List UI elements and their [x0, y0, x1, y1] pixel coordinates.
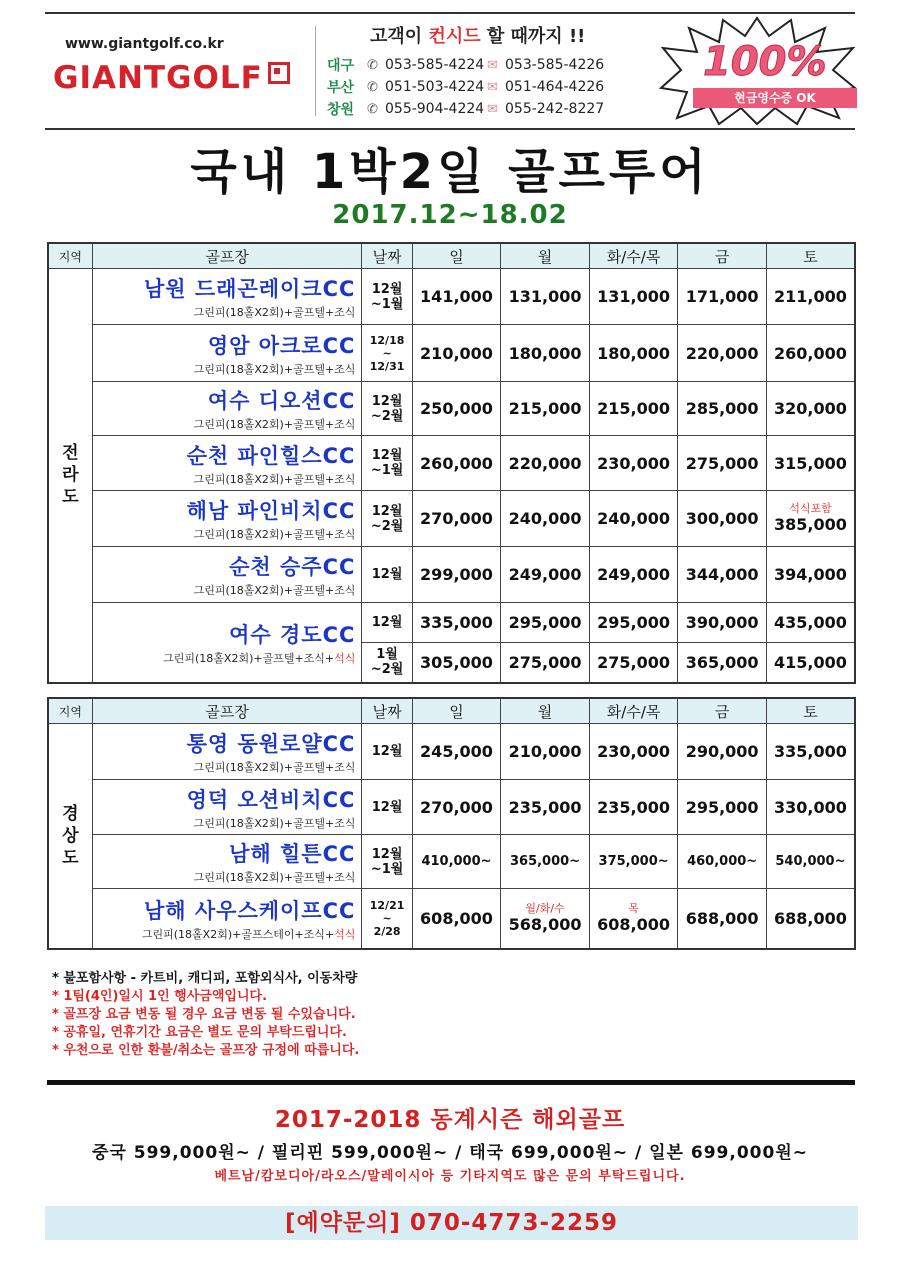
price-sat: 260,000 [766, 325, 855, 382]
price-sat: 385,000 [774, 515, 847, 534]
table-row [48, 780, 855, 835]
contact-fax: 053-585-4226 [505, 57, 605, 73]
course-desc: 그린피(18홀X2회)+골프텔+조식 [193, 472, 356, 486]
note-item: * 우천으로 인한 환불/취소는 골프장 규정에 따릅니다. [52, 1043, 360, 1058]
table-row [48, 436, 855, 491]
thu-note: 목 [628, 901, 639, 915]
course-desc: 그린피(18홀X2회)+골프텔+조식 [193, 871, 356, 884]
tour-period: 2017.12~18.02 [332, 200, 568, 230]
course-name: 영암 아크로CC [207, 333, 356, 358]
region-char: 상 [62, 825, 79, 846]
date-line: 12/31 [369, 359, 405, 373]
course-name: 통영 동원로얄CC [186, 732, 356, 756]
course-name: 남원 드래곤레이크CC [144, 277, 356, 301]
course-name: 남해 사우스케이프CC [144, 898, 356, 923]
course-cell [92, 603, 362, 683]
price-mon: 220,000 [501, 436, 590, 491]
price-tuewedthu: 215,000 [589, 382, 678, 436]
price-mon-cell [501, 889, 590, 949]
contact-row [327, 76, 605, 98]
course-cell [92, 835, 362, 889]
date-cell: 12월 [362, 724, 412, 780]
col-fri: 금 [678, 243, 767, 269]
course-name: 순천 승주CC [229, 555, 356, 579]
slogan [370, 22, 585, 48]
course-desc: 그린피(18홀X2회)+골프텔+조식 [193, 362, 356, 376]
col-date: 날짜 [362, 243, 412, 269]
price-tuewedthu: 275,000 [589, 643, 678, 683]
course-cell [92, 325, 362, 382]
overseas-note: 베트남/캄보디아/라오스/말레이시아 등 기타지역도 많은 문의 부탁드립니다. [214, 1169, 686, 1184]
date-cell [362, 436, 412, 491]
region-char: 전 [62, 443, 79, 464]
price-tuewedthu: 249,000 [589, 547, 678, 603]
date-cell [362, 269, 412, 325]
col-date: 날짜 [362, 698, 412, 724]
price-sat: 394,000 [766, 547, 855, 603]
date-line: 12월 [371, 448, 403, 463]
price-tuewedthu: 295,000 [589, 603, 678, 643]
price-fri: 285,000 [678, 382, 767, 436]
table-row [48, 269, 855, 325]
price-sun: 305,000 [412, 643, 501, 683]
brand-logo [53, 60, 290, 96]
price-sun: 250,000 [412, 382, 501, 436]
price-sat: 415,000 [766, 643, 855, 683]
mon-wed-note: 월/화/수 [525, 901, 565, 915]
col-sat: 토 [766, 698, 855, 724]
price-tuewedthu: 235,000 [589, 780, 678, 835]
price-sun: 260,000 [412, 436, 501, 491]
date-cell [362, 835, 412, 889]
dinner-included-note: 석식포함 [789, 502, 832, 515]
price-tuewedthu: 240,000 [589, 491, 678, 547]
table-row [48, 724, 855, 780]
price-mon: 365,000~ [501, 835, 590, 889]
price-fri: 295,000 [678, 780, 767, 835]
date-line: 12월 [371, 281, 403, 297]
note-item: * 1팀(4인)일시 1인 행사금액입니다. [52, 989, 268, 1004]
fax-icon: ✉ [487, 101, 498, 117]
col-region: 지역 [48, 243, 92, 269]
course-cell [92, 269, 362, 325]
date-line: ~ [382, 346, 392, 360]
header-banner [45, 12, 855, 130]
course-desc [93, 650, 356, 666]
date-line: ~1월 [370, 296, 404, 312]
note-item: * 골프장 요금 변동 될 경우 요금 변동 될 수있습니다. [52, 1007, 356, 1022]
price-sun: 410,000~ [412, 835, 501, 889]
price-mon: 180,000 [501, 325, 590, 382]
price-sat: 435,000 [766, 603, 855, 643]
date-line: 2/28 [373, 924, 401, 938]
table-row [48, 325, 855, 382]
course-cell [92, 780, 362, 835]
fax-icon: ✉ [487, 79, 498, 95]
course-desc-dinner: 석식 [334, 651, 356, 665]
phone-icon: ✆ [367, 101, 378, 117]
course-desc: 그린피(18홀X2회)+골프텔+조식 [193, 418, 356, 431]
col-sun: 일 [412, 698, 501, 724]
price-fri: 290,000 [678, 724, 767, 780]
course-desc: 그린피(18홀X2회)+골프텔+조식 [193, 584, 356, 597]
contact-row [327, 98, 605, 120]
col-sun: 일 [412, 243, 501, 269]
price-sat-cell [766, 491, 855, 547]
badge-percent: 100% [703, 39, 827, 85]
price-mon: 249,000 [501, 547, 590, 603]
date-cell [362, 325, 412, 382]
date-line: ~ [382, 911, 392, 925]
contact-fax: 051-464-4226 [505, 79, 605, 95]
price-tuewedthu: 230,000 [589, 436, 678, 491]
note-item: * 공휴일, 연휴기간 요금은 별도 문의 부탁드립니다. [52, 1025, 347, 1040]
price-mon: 210,000 [501, 724, 590, 780]
course-cell [92, 436, 362, 491]
course-name: 여수 경도CC [229, 622, 356, 647]
course-name: 영덕 오션비치CC [186, 787, 356, 812]
contact-city: 대구 [327, 58, 355, 74]
page-title: 국내 1박2일 골프투어 [190, 144, 710, 200]
price-tuewedthu: 375,000~ [589, 835, 678, 889]
price-tuewedthu: 180,000 [589, 325, 678, 382]
reservation-banner[interactable]: [예약문의] 070-4773-2259 [45, 1206, 858, 1240]
price-tuewedthu: 230,000 [589, 724, 678, 780]
date-cell [362, 382, 412, 436]
overseas-prices: 중국 599,000원~ / 필리핀 599,000원~ / 태국 699,000원~ / 일본 699,000원~ [92, 1143, 808, 1163]
slogan-pre: 고객이 [370, 26, 429, 47]
section-divider [47, 1080, 855, 1085]
price-sat: 330,000 [766, 780, 855, 835]
date-cell [362, 889, 412, 949]
course-desc: 그린피(18홀X2회)+골프텔+조식 [193, 306, 356, 319]
course-desc [93, 926, 356, 942]
price-tuewedthu: 608,000 [597, 914, 671, 934]
table-row [48, 603, 855, 643]
price-fri: 275,000 [678, 436, 767, 491]
region-cell [48, 724, 92, 949]
region-char: 라 [62, 465, 79, 486]
price-mon: 240,000 [501, 491, 590, 547]
table-row [48, 835, 855, 889]
course-desc: 그린피(18홀X2회)+골프텔+조식 [193, 761, 356, 774]
contact-city: 창원 [327, 102, 355, 118]
logo-text: GIANTGOLF [53, 60, 263, 96]
table-row [48, 889, 855, 949]
course-desc-main: 그린피(18홀X2회)+골프스테이+조식+ [141, 927, 335, 941]
col-mon: 월 [501, 243, 590, 269]
date-cell: 12월 [362, 547, 412, 603]
course-cell [92, 889, 362, 949]
region-char: 도 [62, 847, 79, 868]
date-line: ~1월 [370, 463, 404, 478]
region-char: 도 [62, 487, 79, 508]
slogan-post: 할 때까지 !! [480, 26, 586, 47]
jeolla-price-table [47, 242, 856, 684]
date-cell: 12월 [362, 603, 412, 643]
course-name: 해남 파인비치CC [186, 499, 356, 523]
logo-mark-icon [268, 62, 290, 84]
price-mon: 235,000 [501, 780, 590, 835]
logo-area [45, 14, 313, 128]
course-cell [92, 382, 362, 436]
price-sun: 608,000 [412, 889, 501, 949]
date-line: ~1월 [370, 861, 404, 877]
price-sat: 315,000 [766, 436, 855, 491]
receipt-badge: 현금영수증 OK [693, 88, 857, 108]
website-url[interactable]: www.giantgolf.co.kr [65, 36, 224, 52]
col-course: 골프장 [92, 243, 362, 269]
contact-fax: 055-242-8227 [505, 101, 605, 117]
contact-row [327, 54, 605, 76]
col-tuewedthu: 화/수/목 [589, 698, 678, 724]
date-line: ~2월 [370, 408, 404, 424]
course-name: 여수 디오션CC [207, 389, 356, 413]
price-sat: 320,000 [766, 382, 855, 436]
overseas-title: 2017-2018 동계시즌 해외골프 [274, 1107, 626, 1133]
date-cell: 12월 [362, 780, 412, 835]
header-divider [315, 26, 316, 116]
course-desc: 그린피(18홀X2회)+골프텔+조식 [193, 816, 356, 830]
price-mon: 215,000 [501, 382, 590, 436]
gyeongsang-price-table [47, 697, 856, 950]
course-name: 순천 파인힐스CC [186, 443, 356, 468]
notes-section [52, 970, 359, 1060]
price-fri: 390,000 [678, 603, 767, 643]
price-mon: 131,000 [501, 269, 590, 325]
date-line: 12월 [371, 846, 403, 862]
col-sat: 토 [766, 243, 855, 269]
table-header-row [48, 243, 855, 269]
contact-phone[interactable]: 053-585-4224 [385, 57, 485, 73]
price-tuewedthu: 131,000 [589, 269, 678, 325]
date-line: 1월 [376, 647, 398, 663]
col-course: 골프장 [92, 698, 362, 724]
price-sun: 141,000 [412, 269, 501, 325]
price-sat: 211,000 [766, 269, 855, 325]
price-mon: 568,000 [508, 914, 582, 934]
region-cell [48, 269, 92, 683]
price-fri: 344,000 [678, 547, 767, 603]
table-row [48, 547, 855, 603]
contact-phone[interactable]: 055-904-4224 [385, 101, 485, 117]
fax-icon: ✉ [487, 57, 498, 73]
price-sun: 270,000 [412, 780, 501, 835]
col-region: 지역 [48, 698, 92, 724]
contact-city: 부산 [327, 80, 355, 96]
price-sun: 299,000 [412, 547, 501, 603]
date-cell [362, 491, 412, 547]
table-row [48, 382, 855, 436]
date-line: 12/21 [369, 898, 405, 912]
col-fri: 금 [678, 698, 767, 724]
course-cell [92, 724, 362, 780]
phone-icon: ✆ [367, 57, 378, 73]
course-desc-dinner: 석식 [334, 927, 356, 941]
price-fri: 365,000 [678, 643, 767, 683]
date-line: 12월 [371, 393, 403, 409]
price-mon: 275,000 [501, 643, 590, 683]
col-mon: 월 [501, 698, 590, 724]
course-cell [92, 491, 362, 547]
course-cell [92, 547, 362, 603]
price-sun: 270,000 [412, 491, 501, 547]
price-fri: 460,000~ [678, 835, 767, 889]
price-mon: 295,000 [501, 603, 590, 643]
excluded-note: * 불포함사항 - 카트비, 캐디피, 포함외식사, 이동차량 [52, 971, 358, 986]
date-line: 12/18 [369, 333, 405, 347]
region-char: 경 [62, 803, 79, 824]
contact-list [327, 54, 605, 120]
course-name: 남해 힐튼CC [229, 842, 356, 866]
table-header-row [48, 698, 855, 724]
contact-phone[interactable]: 051-503-4224 [385, 79, 485, 95]
price-fri: 220,000 [678, 325, 767, 382]
price-sat: 540,000~ [766, 835, 855, 889]
price-fri: 300,000 [678, 491, 767, 547]
col-tuewedthu: 화/수/목 [589, 243, 678, 269]
course-desc-main: 그린피(18홀X2회)+골프텔+조식+ [163, 651, 335, 665]
price-sat: 688,000 [766, 889, 855, 949]
date-line: ~2월 [370, 518, 404, 534]
course-desc: 그린피(18홀X2회)+골프텔+조식 [193, 528, 356, 541]
price-sat: 335,000 [766, 724, 855, 780]
price-sun: 210,000 [412, 325, 501, 382]
price-sun: 335,000 [412, 603, 501, 643]
price-fri: 688,000 [678, 889, 767, 949]
price-sun: 245,000 [412, 724, 501, 780]
slogan-accent: 컨시드 [428, 26, 481, 47]
date-cell [362, 643, 412, 683]
table-row [48, 491, 855, 547]
date-line: 12월 [371, 503, 403, 519]
phone-icon: ✆ [367, 79, 378, 95]
date-line: ~2월 [370, 662, 404, 678]
price-fri: 171,000 [678, 269, 767, 325]
price-tuewedthu-cell [589, 889, 678, 949]
